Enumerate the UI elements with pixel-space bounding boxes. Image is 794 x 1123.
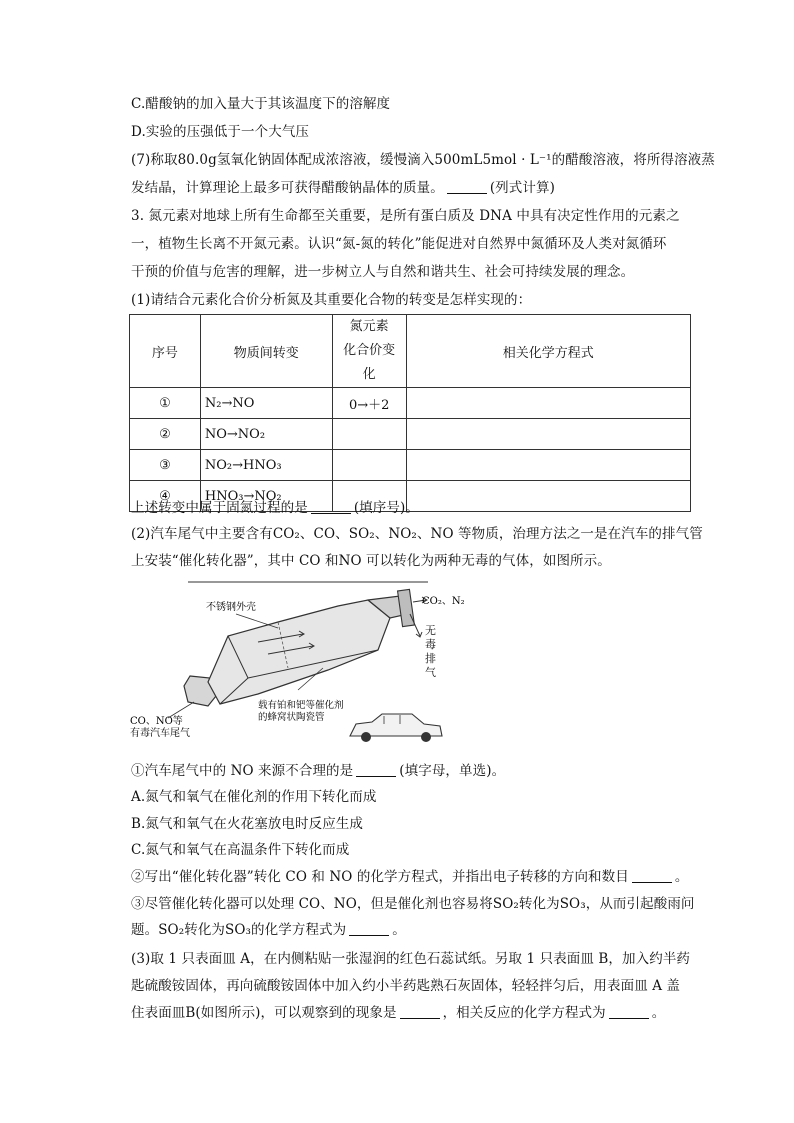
- row-equation[interactable]: [406, 450, 690, 481]
- q3-intro-line-1: 3. 氮元素对地球上所有生命都至关重要，是所有蛋白质及 DNA 中具有决定性作用的元素之: [131, 208, 680, 224]
- core-label-2: 的蜂窝状陶瓷管: [258, 712, 325, 723]
- answer-blank[interactable]: [632, 868, 672, 883]
- header-conversion: 物质间转变: [200, 315, 332, 388]
- answer-blank[interactable]: [349, 921, 389, 936]
- nontoxic-exhaust-label: 无毒排气: [425, 624, 436, 679]
- row-conversion: NO₂→HNO₃: [200, 450, 332, 481]
- q3-part3-line-3: 住表面皿B(如图所示)，可以观察到的现象是 ，相关反应的化学方程式为 。: [131, 1005, 666, 1021]
- row-conversion: NO→NO₂: [200, 419, 332, 450]
- row-conversion: HNO₃→NO₂: [200, 481, 332, 512]
- answer-blank[interactable]: [447, 179, 487, 194]
- answer-blank[interactable]: [356, 762, 396, 777]
- q2-sub1-line: ①汽车尾气中的 NO 来源不合理的是 (填字母，单选)。: [131, 763, 506, 779]
- q2-sub3-line-1: ③尽管催化转化器可以处理 CO、NO，但是催化剂也容易将SO₂转化为SO₃，从而引起酸雨问: [131, 896, 695, 912]
- nitrogen-conversion-table: [129, 314, 691, 512]
- row-valence[interactable]: [332, 419, 406, 450]
- answer-blank[interactable]: [311, 499, 351, 514]
- outlet-gas-label: CO₂、N₂: [422, 596, 465, 607]
- shell-label: 不锈钢外壳: [206, 602, 256, 613]
- core-label-1: 载有铂和钯等催化剂: [258, 700, 344, 711]
- table-row: [130, 388, 691, 419]
- q2-sub3-line-2: 题。SO₂转化为SO₃的化学方程式为 。: [131, 922, 406, 938]
- row-equation[interactable]: [406, 419, 690, 450]
- row-equation[interactable]: [406, 388, 690, 419]
- header-equation: 相关化学方程式: [406, 315, 690, 388]
- inlet-label-2: 有毒汽车尾气: [130, 728, 190, 739]
- table-header-row: [130, 315, 691, 388]
- table-row: [130, 450, 691, 481]
- option-c2-line: C.氮气和氧气在高温条件下转化而成: [131, 842, 350, 858]
- q7-line-2: 发结晶，计算理论上最多可获得醋酸钠晶体的质量。 (列式计算): [131, 180, 555, 196]
- q3-part1-line: (1)请结合元素化合价分析氮及其重要化合物的转变是怎样实现的：: [131, 292, 532, 308]
- row-index: ②: [130, 419, 201, 450]
- row-index: ④: [130, 481, 201, 512]
- option-b-line: B.氮气和氧气在火花塞放电时反应生成: [131, 816, 364, 832]
- header-index: 序号: [130, 315, 201, 388]
- q2-sub2-line: ②写出“催化转化器”转化 CO 和 NO 的化学方程式，并指出电子转移的方向和数目 。: [131, 869, 689, 885]
- option-c-line: C.醋酸钠的加入量大于其该温度下的溶解度: [131, 96, 391, 112]
- inlet-label-1: CO、NO等: [130, 716, 183, 727]
- answer-blank[interactable]: [609, 1004, 649, 1019]
- q3-part3-line-2: 匙硫酸铵固体，再向硫酸铵固体中加入约小半药匙熟石灰固体，轻轻拌匀后，用表面皿 A 盖: [131, 978, 681, 994]
- fixation-question-line: 上述转变中属于固氮过程的是 (填序号)。: [131, 500, 419, 516]
- catalytic-converter-figure: [128, 578, 465, 750]
- answer-blank[interactable]: [400, 1004, 440, 1019]
- header-valence: 氮元素 化合价变化: [332, 315, 406, 388]
- row-index: ①: [130, 388, 201, 419]
- row-equation[interactable]: [406, 481, 690, 512]
- q3-intro-line-3: 干预的价值与危害的理解，进一步树立人与自然和谐共生、社会可持续发展的理念。: [131, 264, 635, 280]
- q3-part3-line-1: (3)取 1 只表面皿 A，在内侧粘贴一张湿润的红色石蕊试纸。另取 1 只表面皿 B，加入约半药: [131, 951, 691, 967]
- table-row: [130, 419, 691, 450]
- q7-line-1: (7)称取80.0g氢氧化钠固体配成浓溶液，缓慢滴入500mL5mol · L⁻¹的醋酸溶液，将所得溶液蒸: [131, 152, 715, 168]
- q3-part2-line-2: 上安装“催化转化器”，其中 CO 和NO 可以转化为两种无毒的气体，如图所示。: [131, 553, 611, 569]
- q3-part2-line-1: (2)汽车尾气中主要含有CO₂、CO、SO₂、NO₂、NO 等物质，治理方法之一是在汽车的排气管: [131, 526, 703, 542]
- row-valence[interactable]: [332, 450, 406, 481]
- q3-intro-line-2: 一，植物生长离不开氮元素。认识“氮-氮的转化”能促进对自然界中氮循环及人类对氮循环: [131, 236, 667, 252]
- row-valence: 0→＋2: [332, 388, 406, 419]
- option-a-line: A.氮气和氧气在催化剂的作用下转化而成: [131, 789, 377, 805]
- option-d-line: D.实验的压强低于一个大气压: [131, 124, 310, 140]
- row-index: ③: [130, 450, 201, 481]
- row-conversion: N₂→NO: [200, 388, 332, 419]
